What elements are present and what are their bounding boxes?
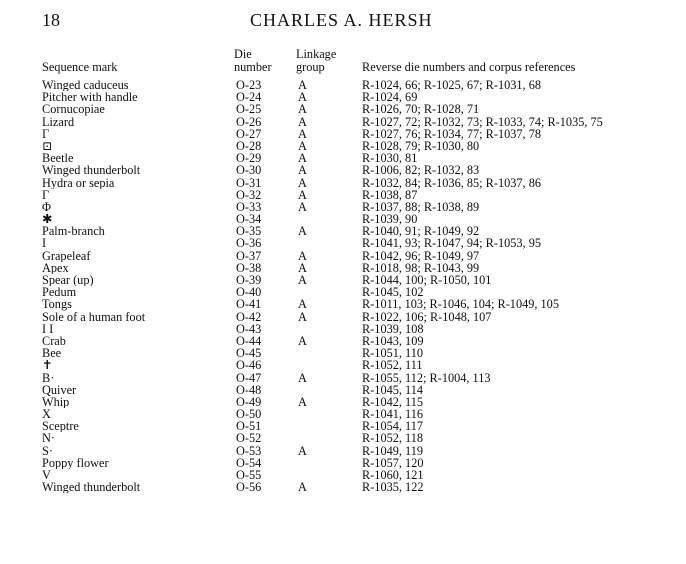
sequence-mark-cell: Γ [42, 127, 50, 140]
page-number: 18 [42, 10, 60, 30]
die-number-cell: O-53 [236, 443, 262, 458]
reverse-refs-cell: R-1052, 111 [362, 359, 423, 372]
linkage-group-cell: A [298, 370, 307, 385]
reverse-refs-cell: R-1043, 109 [362, 334, 424, 348]
sequence-mark-cell: S· [42, 444, 53, 457]
linkage-group-cell: A [298, 163, 307, 178]
header-linkage-group [296, 44, 360, 74]
linkage-group-cell: A [298, 297, 307, 312]
sequence-mark-cell: Lizard [42, 115, 75, 128]
reverse-refs-cell: R-1011, 103; R-1046, 104; R-1049, 105 [362, 298, 559, 311]
table-row [0, 286, 686, 298]
sequence-mark-cell: ✱ [42, 213, 53, 226]
sequence-mark-cell: Grapeleaf [42, 249, 91, 262]
sequence-mark-cell: Tongs [42, 298, 72, 311]
reverse-refs-cell: R-1030, 81 [362, 152, 418, 165]
table-row [0, 164, 686, 176]
table-row [0, 481, 686, 493]
table-row [0, 128, 686, 140]
reverse-refs-cell: R-1052, 118 [362, 432, 424, 445]
reverse-refs-cell: R-1042, 115 [362, 395, 424, 409]
die-number-cell: O-47 [236, 370, 262, 385]
linkage-group-cell: A [298, 333, 307, 348]
die-number-cell: O-28 [236, 138, 262, 153]
reverse-refs-cell: R-1027, 76; R-1034, 77; R-1037, 78 [362, 127, 541, 140]
die-number-cell: O-26 [236, 114, 262, 129]
die-number-cell: O-56 [236, 480, 262, 495]
reverse-refs-cell: R-1035, 122 [362, 481, 424, 494]
table-row [0, 445, 686, 457]
table-row [0, 213, 686, 225]
linkage-group-cell: A [298, 78, 307, 92]
die-number-cell: O-50 [236, 407, 262, 422]
die-number-cell: O-46 [236, 358, 262, 373]
header-reverse-text: Reverse die numbers and corpus references [362, 60, 576, 74]
die-number-cell: O-54 [236, 455, 262, 470]
table-row [0, 91, 686, 103]
table-row [0, 189, 686, 201]
linkage-group-cell: A [298, 394, 307, 409]
table-row [0, 457, 686, 469]
table-row [0, 469, 686, 481]
die-number-cell: O-44 [236, 333, 262, 348]
sequence-mark-cell: Palm-branch [42, 225, 105, 238]
die-number-cell: O-36 [236, 236, 262, 251]
linkage-group-cell: A [298, 187, 307, 202]
sequence-mark-cell: Poppy flower [42, 456, 109, 470]
header-linkage-line2: group [296, 60, 325, 74]
linkage-group-cell: A [298, 273, 307, 287]
header-reverse-refs [362, 44, 662, 74]
linkage-group-cell: A [298, 224, 307, 239]
reverse-refs-cell: R-1022, 106; R-1048, 107 [362, 310, 492, 323]
die-number-cell: O-39 [236, 273, 262, 287]
sequence-mark-cell: Sole of a human foot [42, 310, 146, 323]
table-row [0, 298, 686, 310]
reverse-refs-cell: R-1038, 87 [362, 188, 418, 201]
linkage-group-cell: A [298, 260, 307, 275]
reverse-refs-cell: R-1024, 69 [362, 91, 418, 104]
table-row [0, 347, 686, 359]
table-row [0, 396, 686, 408]
table-row [0, 420, 686, 432]
reverse-refs-cell: R-1026, 70; R-1028, 71 [362, 103, 480, 116]
die-number-cell: O-29 [236, 151, 262, 166]
reverse-refs-cell: R-1032, 84; R-1036, 85; R-1037, 86 [362, 176, 541, 189]
table-row [0, 372, 686, 384]
linkage-group-cell: A [298, 114, 307, 129]
reverse-refs-cell: R-1039, 108 [362, 322, 424, 335]
reverse-refs-cell: R-1028, 79; R-1030, 80 [362, 139, 480, 153]
die-number-cell: O-40 [236, 285, 262, 300]
table-row [0, 103, 686, 115]
table-row [0, 274, 686, 286]
table-row [0, 359, 686, 371]
sequence-mark-cell: Apex [42, 261, 69, 275]
linkage-group-cell: A [298, 90, 307, 105]
reverse-refs-cell: R-1060, 121 [362, 469, 424, 482]
linkage-group-cell: A [298, 248, 307, 263]
reverse-refs-cell: R-1045, 114 [362, 383, 424, 396]
header-sequence-mark [42, 44, 212, 74]
sequence-mark-cell: Pedum [42, 286, 77, 299]
sequence-mark-cell: Spear (up) [42, 274, 94, 287]
sequence-mark-cell: Winged thunderbolt [42, 164, 141, 177]
linkage-group-cell: A [298, 443, 307, 458]
die-number-cell: O-51 [236, 419, 262, 434]
die-number-cell: O-48 [236, 382, 262, 397]
linkage-group-cell: A [298, 480, 307, 495]
header-sequence-mark-text: Sequence mark [42, 60, 118, 74]
linkage-group-cell: A [298, 151, 307, 166]
table-row [0, 225, 686, 237]
linkage-group-cell: A [298, 126, 307, 141]
reverse-refs-cell: R-1054, 117 [362, 420, 424, 433]
die-number-cell: O-49 [236, 394, 262, 409]
sequence-mark-cell: I [42, 237, 47, 250]
sequence-mark-cell: Sceptre [42, 420, 79, 433]
table-row [0, 250, 686, 262]
table-body [0, 79, 686, 493]
table-row [0, 408, 686, 420]
die-number-cell: O-38 [236, 260, 262, 275]
die-number-cell: O-23 [236, 78, 262, 92]
table-row [0, 262, 686, 274]
die-number-cell: O-55 [236, 468, 262, 482]
header-linkage-line1: Linkage [296, 47, 337, 61]
linkage-group-cell: A [298, 175, 307, 190]
reverse-refs-cell: R-1057, 120 [362, 456, 424, 470]
die-number-cell: O-37 [236, 248, 262, 263]
sequence-mark-cell: ✝ [42, 359, 53, 372]
table-row [0, 177, 686, 189]
reverse-refs-cell: R-1042, 96; R-1049, 97 [362, 249, 480, 262]
sequence-mark-cell: Cornucopiae [42, 103, 105, 116]
reverse-refs-cell: R-1040, 91; R-1049, 92 [362, 225, 480, 238]
reverse-refs-cell: R-1049, 119 [362, 444, 424, 457]
linkage-group-cell: A [298, 102, 307, 117]
table-row [0, 152, 686, 164]
reverse-refs-cell: R-1055, 112; R-1004, 113 [362, 371, 491, 384]
table-row [0, 432, 686, 444]
sequence-mark-cell: Γ [42, 188, 50, 201]
sequence-mark-cell: B· [42, 371, 55, 384]
sequence-mark-cell: N· [42, 432, 55, 445]
reverse-refs-cell: R-1006, 82; R-1032, 83 [362, 164, 480, 177]
running-head: CHARLES A. HERSH [250, 10, 433, 30]
sequence-mark-cell: Bee [42, 347, 62, 360]
reverse-refs-cell: R-1041, 116 [362, 408, 424, 421]
linkage-group-cell: A [298, 138, 307, 153]
linkage-group-cell: A [298, 199, 307, 214]
table-row [0, 335, 686, 347]
table-row [0, 140, 686, 152]
die-number-cell: O-41 [236, 297, 262, 312]
die-number-cell: O-34 [236, 212, 262, 227]
die-number-cell: O-31 [236, 175, 262, 190]
die-number-cell: O-30 [236, 163, 262, 178]
sequence-mark-cell: Whip [42, 395, 70, 409]
die-number-cell: O-43 [236, 321, 262, 336]
die-number-cell: O-32 [236, 187, 262, 202]
table-row [0, 323, 686, 335]
die-number-cell: O-24 [236, 90, 262, 105]
linkage-group-cell: A [298, 309, 307, 324]
sequence-mark-cell: Winged thunderbolt [42, 481, 141, 494]
sequence-mark-cell: V [42, 469, 51, 482]
sequence-mark-cell: X [42, 408, 51, 421]
sequence-mark-cell: Pitcher with handle [42, 91, 138, 104]
reverse-refs-cell: R-1024, 66; R-1025, 67; R-1031, 68 [362, 79, 541, 92]
die-number-cell: O-52 [236, 431, 262, 446]
reverse-refs-cell: R-1051, 110 [362, 347, 424, 360]
table-row [0, 201, 686, 213]
sequence-mark-cell: Beetle [42, 152, 74, 165]
header-die-line2: number [234, 60, 272, 74]
reverse-refs-cell: R-1039, 90 [362, 213, 418, 226]
reverse-refs-cell: R-1037, 88; R-1038, 89 [362, 200, 480, 214]
table-row [0, 237, 686, 249]
sequence-mark-cell: Φ [42, 200, 51, 214]
reverse-refs-cell: R-1045, 102 [362, 286, 424, 299]
sequence-mark-cell: Hydra or sepia [42, 176, 115, 189]
sequence-mark-cell: ⊡ [42, 139, 53, 153]
reverse-refs-cell: R-1027, 72; R-1032, 73; R-1033, 74; R-1035, 75 [362, 115, 603, 128]
reverse-refs-cell: R-1044, 100; R-1050, 101 [362, 274, 492, 287]
table-row [0, 79, 686, 91]
table-header [0, 44, 686, 74]
die-number-cell: O-35 [236, 224, 262, 239]
table-row [0, 116, 686, 128]
die-number-cell: O-27 [236, 126, 262, 141]
die-number-cell: O-45 [236, 346, 262, 361]
reverse-refs-cell: R-1041, 93; R-1047, 94; R-1053, 95 [362, 237, 541, 250]
header-die-number [234, 44, 290, 74]
die-number-cell: O-25 [236, 102, 262, 117]
die-number-cell: O-33 [236, 199, 262, 214]
table-row [0, 384, 686, 396]
sequence-mark-cell: I I [42, 322, 54, 335]
sequence-mark-cell: Winged caduceus [42, 79, 129, 92]
sequence-mark-cell: Crab [42, 334, 66, 348]
die-number-cell: O-42 [236, 309, 262, 324]
reverse-refs-cell: R-1018, 98; R-1043, 99 [362, 261, 480, 275]
header-die-line1: Die [234, 47, 252, 61]
sequence-mark-cell: Quiver [42, 383, 77, 396]
table-row [0, 311, 686, 323]
